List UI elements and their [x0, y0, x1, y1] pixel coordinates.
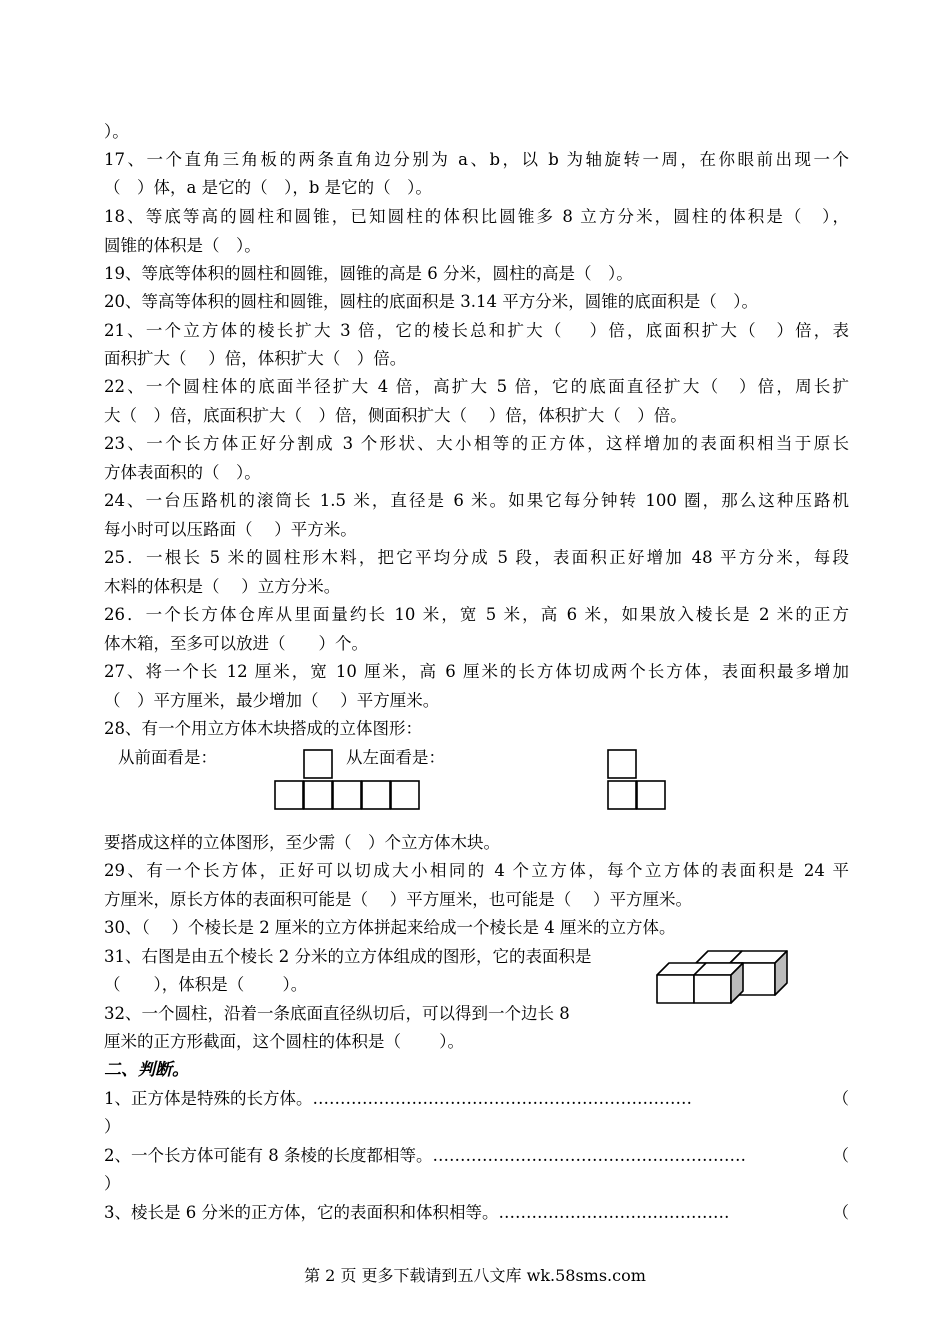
question-28-answer: 要搭成这样的立体图形，至少需（ ）个立方体木块。 — [104, 833, 500, 852]
left-view-label: 从左面看是： — [346, 748, 445, 767]
answer-bracket-open: （ — [832, 1089, 849, 1108]
answer-bracket-close: ） — [104, 1174, 121, 1193]
question-17-line-2: （ ）体，a 是它的（ ），b 是它的（ ）。 — [104, 178, 432, 197]
question-31-line-2: （ ），体积是（ ）。 — [104, 975, 308, 994]
question-21-line-1: 21、一个立方体的棱长扩大 3 倍，它的棱长总和扩大（ ）倍，底面积扩大（ ）倍，表 — [104, 321, 849, 340]
question-32-line-1: 32、一个圆柱，沿着一条底面直径纵切后，可以得到一个边长 8 — [104, 1004, 570, 1023]
cubes-figure — [656, 949, 790, 1005]
question-23-line-1: 23、一个长方体正好分割成 3 个形状、大小相等的正方体，这样增加的表面积相当于原长 — [104, 434, 849, 453]
front-view-bottom-square — [304, 781, 332, 809]
cube-front-face — [694, 975, 731, 1003]
question-29-line-1: 29、有一个长方体，正好可以切成大小相同的 4 个立方体，每个立方体的表面积是 24 平 — [104, 861, 849, 880]
leader-dots: ………………………………………………… — [432, 1146, 746, 1165]
front-view-label: 从前面看是： — [118, 748, 217, 767]
leader-dots: …………………………………… — [498, 1203, 730, 1222]
judge-item-1 — [104, 1089, 849, 1109]
page-footer: 第 2 页 更多下载请到五八文库 wk.58sms.com — [304, 1266, 646, 1285]
front-view-bottom-square — [333, 781, 361, 809]
judge-item-3 — [104, 1203, 849, 1223]
answer-bracket-open: （ — [832, 1146, 849, 1165]
front-view-bottom-square — [275, 781, 303, 809]
cube-front-face — [657, 975, 694, 1003]
question-29-line-2: 方厘米，原长方体的表面积可能是（ ）平方厘米，也可能是（ ）平方厘米。 — [104, 890, 692, 909]
question-32-line-2: 厘米的正方形截面，这个圆柱的体积是（ ）。 — [104, 1032, 464, 1051]
left-view-figure — [607, 749, 667, 811]
leader-dots: …………………………………………………………… — [312, 1089, 692, 1108]
question-19: 19、等底等体积的圆柱和圆锥，圆锥的高是 6 分米，圆柱的高是（ ）。 — [104, 264, 633, 283]
question-26-line-2: 体木箱，至多可以放进（ ）个。 — [104, 634, 368, 653]
front-view-figure — [274, 749, 420, 811]
front-view-bottom-square — [391, 781, 419, 809]
question-18-line-1: 18、等底等高的圆柱和圆锥，已知圆柱的体积比圆锥多 8 立方分米，圆柱的体积是（ ）， — [104, 207, 849, 226]
section-2-heading: 二、判断。 — [104, 1060, 189, 1080]
question-22-line-1: 22、一个圆柱体的底面半径扩大 4 倍，高扩大 5 倍，它的底面直径扩大（ ）倍，周长扩 — [104, 377, 849, 396]
left-view-bottom-square — [637, 781, 665, 809]
left-view-bottom-square — [608, 781, 636, 809]
judge-item-2 — [104, 1146, 849, 1166]
question-21-line-2: 面积扩大（ ）倍，体积扩大（ ）倍。 — [104, 349, 407, 368]
question-27-line-2: （ ）平方厘米，最少增加（ ）平方厘米。 — [104, 691, 440, 710]
question-28: 28、有一个用立方体木块搭成的立体图形： — [104, 719, 422, 738]
question-23-line-2: 方体表面积的（ ）。 — [104, 463, 261, 482]
judge-item-text: 3、棱长是 6 分米的正方体，它的表面积和体积相等。 — [104, 1203, 499, 1222]
judge-item-text: 2、一个长方体可能有 8 条棱的长度都相等。 — [104, 1146, 433, 1165]
question-25-line-2: 木料的体积是（ ）立方分米。 — [104, 577, 341, 596]
question-22-line-2: 大（ ）倍，底面积扩大（ ）倍，侧面积扩大（ ）倍，体积扩大（ ）倍。 — [104, 406, 687, 425]
question-24-line-1: 24、一台压路机的滚筒长 1.5 米，直径是 6 米。如果它每分钟转 100 圈，那么这种压路机 — [104, 491, 849, 510]
question-25-line-1: 25．一根长 5 米的圆柱形木料，把它平均分成 5 段，表面积正好增加 48 平方分米，每段 — [104, 548, 849, 567]
question-18-line-2: 圆锥的体积是（ ）。 — [104, 236, 261, 255]
left-view-top-square — [608, 750, 636, 778]
question-30: 30、（ ）个棱长是 2 厘米的立方体拼起来给成一个棱长是 4 厘米的立方体。 — [104, 918, 676, 937]
judge-item-text: 1、正方体是特殊的长方体。 — [104, 1089, 313, 1108]
question-27-line-1: 27、将一个长 12 厘米，宽 10 厘米，高 6 厘米的长方体切成两个长方体，表面积最多增加 — [104, 662, 849, 681]
question-24-line-2: 每小时可以压路面（ ）平方米。 — [104, 520, 357, 539]
question-17-line-1: 17、一个直角三角板的两条直角边分别为 a、b，以 b 为轴旋转一周，在你眼前出现一个 — [104, 150, 849, 169]
answer-bracket-open: （ — [832, 1203, 849, 1222]
answer-bracket-close: ） — [104, 1117, 121, 1136]
front-view-bottom-square — [362, 781, 390, 809]
question-20: 20、等高等体积的圆柱和圆锥，圆柱的底面积是 3.14 平方分米，圆锥的底面积是（ ）。 — [104, 292, 758, 311]
question-26-line-1: 26．一个长方体仓库从里面量约长 10 米，宽 5 米，高 6 米，如果放入棱长是 2 米的正方 — [104, 605, 849, 624]
question-31-line-1: 31、右图是由五个棱长 2 分米的立方体组成的图形，它的表面积是 — [104, 947, 592, 966]
text-line: ）。 — [104, 122, 129, 141]
front-view-top-square — [304, 750, 332, 778]
